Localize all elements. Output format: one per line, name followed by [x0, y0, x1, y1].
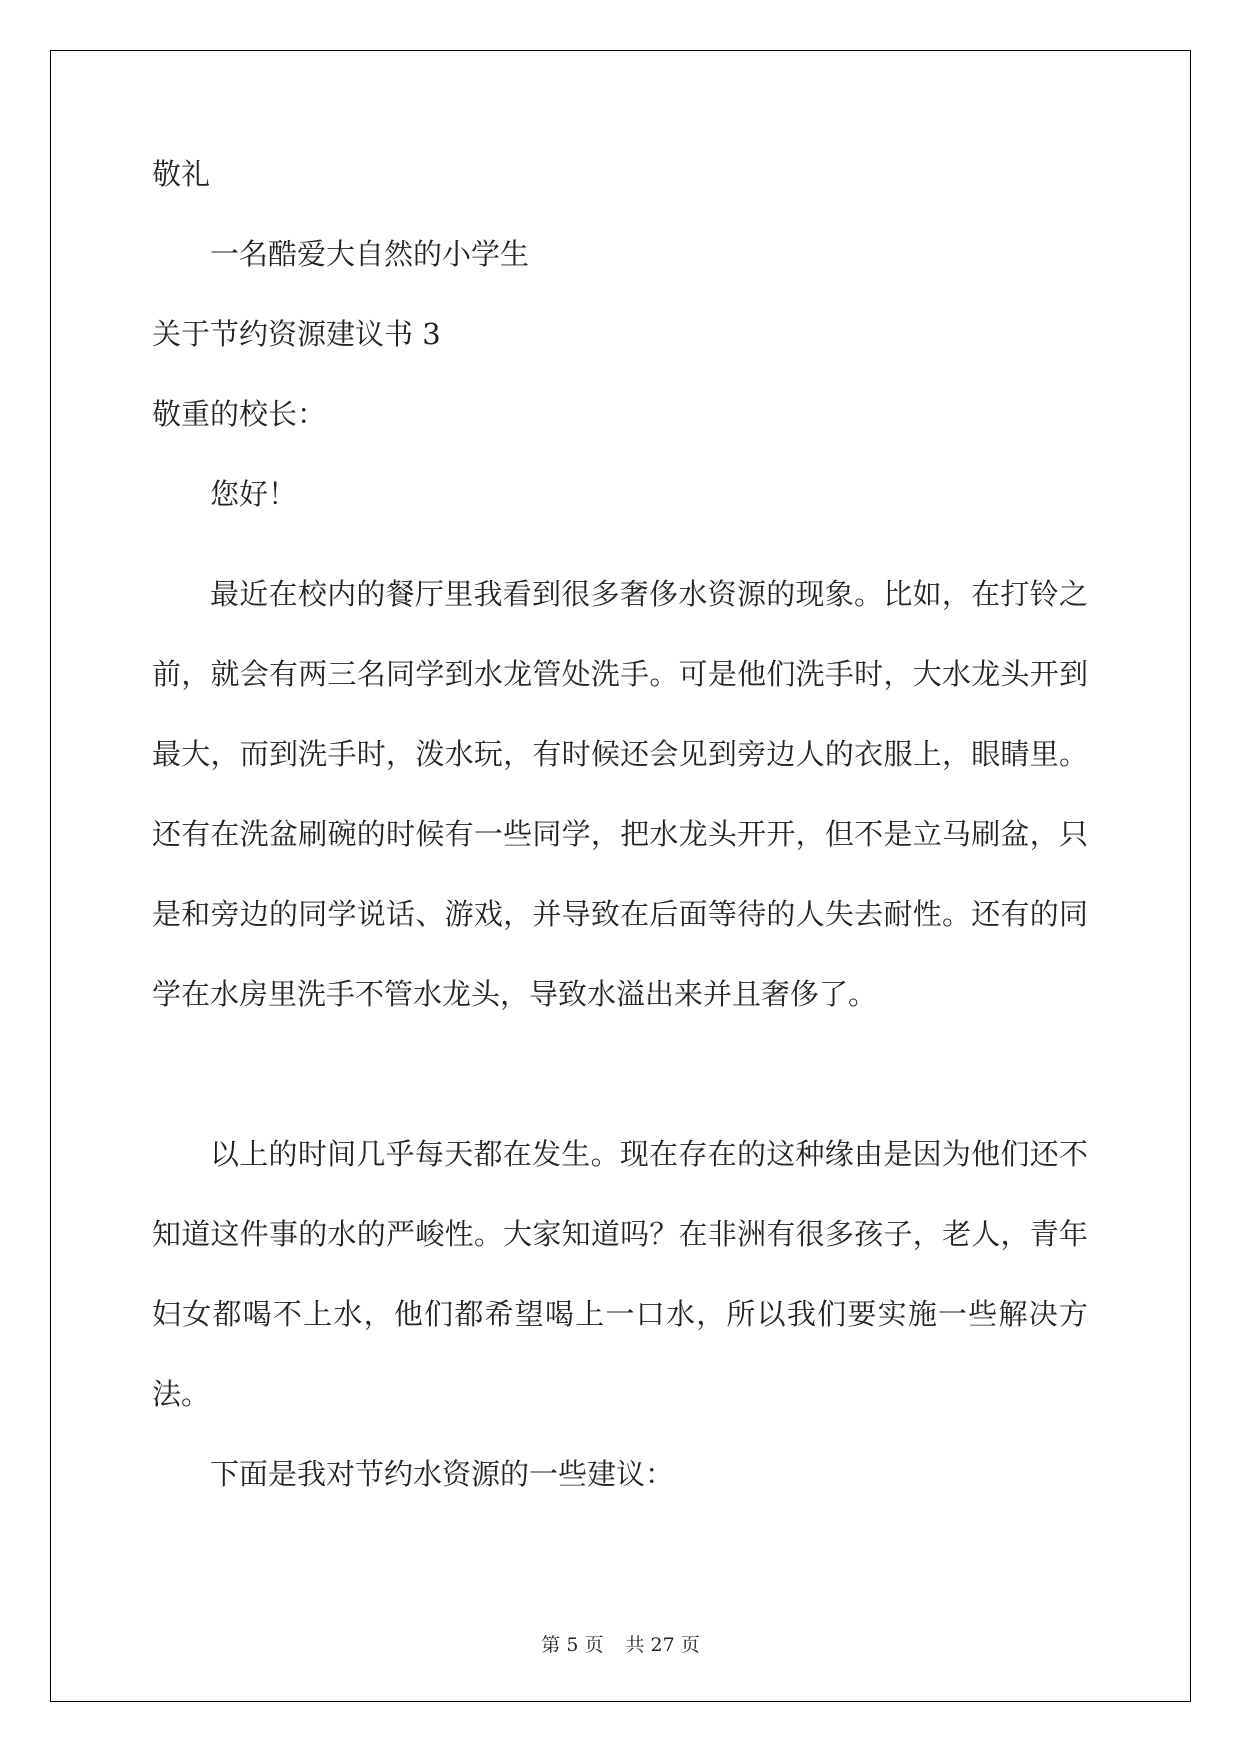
page-total: 共 27 页	[625, 1634, 700, 1656]
greeting: 您好！	[210, 477, 298, 511]
body-paragraph-3: 下面是我对节约水资源的一些建议：	[210, 1457, 675, 1491]
page-number: 第 5 页	[541, 1634, 604, 1656]
body-paragraph-2: 以上的时间几乎每天都在发生。现在存在的这种缘由是因为他们还不知道这件事的水的严峻性。大家知道吗？在非洲有很多孩子，老人，青年妇女都喝不上水，他们都希望喝上一口水，所以我们要实施一些解决方法。	[152, 1137, 1088, 1411]
closing-text: 敬礼	[152, 157, 211, 191]
signature: 一名酷爱大自然的小学生	[210, 237, 530, 271]
page-footer	[0, 1630, 1241, 1657]
salutation: 敬重的校长：	[152, 397, 327, 431]
letter-heading: 关于节约资源建议书 3	[152, 317, 441, 351]
body-paragraph-1: 最近在校内的餐厅里我看到很多奢侈水资源的现象。比如，在打铃之前，就会有两三名同学到水龙管处洗手。可是他们洗手时，大水龙头开到最大，而到洗手时，泼水玩，有时候还会见到旁边人的衣服上，眼睛里。还有在洗盆刷碗的时候有一些同学，把水龙头开开，但不是立马刷盆，只是和旁边的同学说话、游戏，并导致在后面等待的人失去耐性。还有的同学在水房里洗手不管水龙头，导致水溢出来并且奢侈了。	[152, 577, 1088, 1011]
